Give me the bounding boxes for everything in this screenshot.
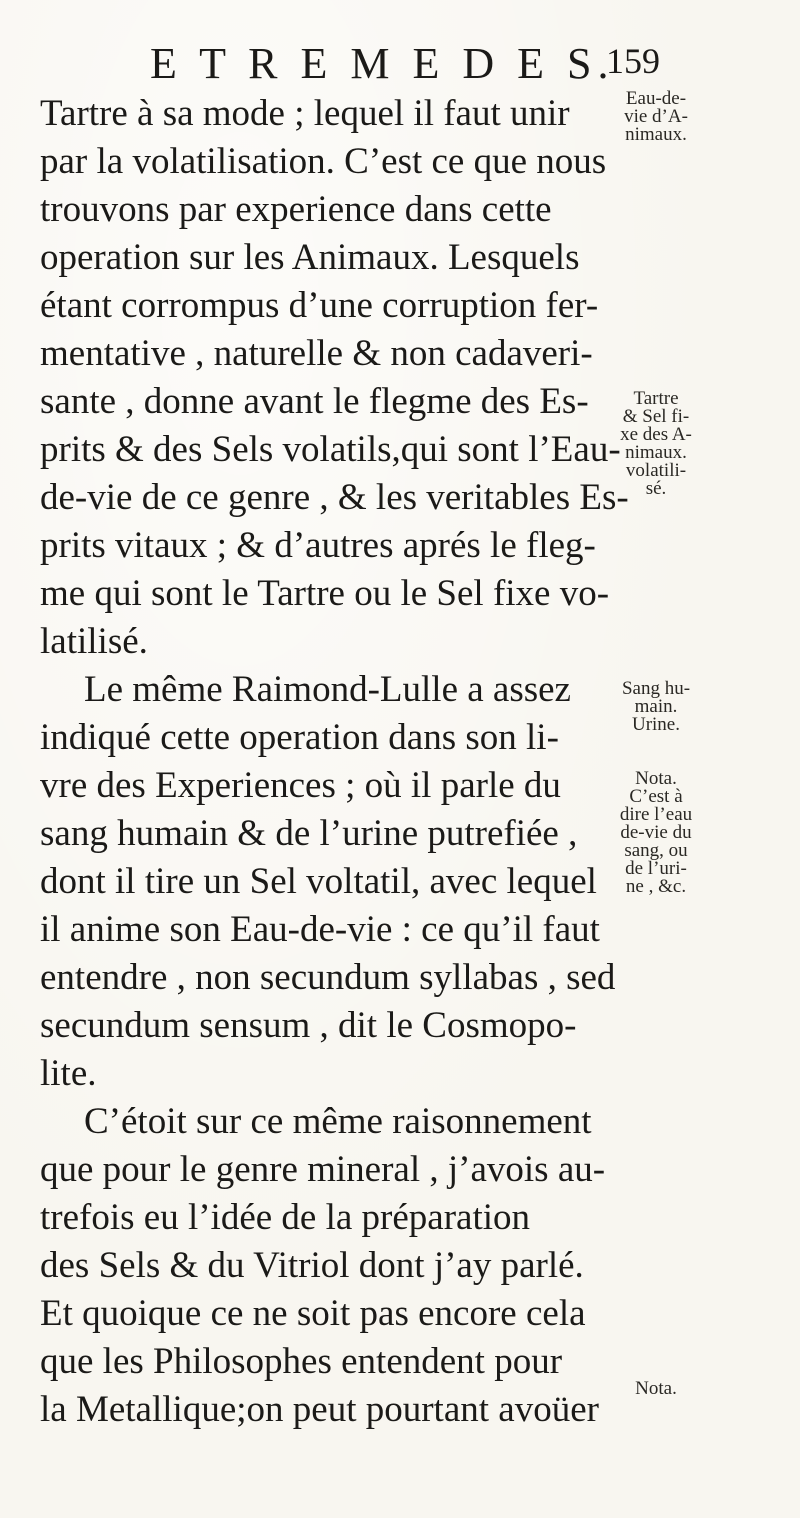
margin-note-line: dire l’eau bbox=[619, 804, 693, 825]
margin-note-line: Eau-de- bbox=[625, 88, 687, 109]
text-line: par la volatilisation. C’est ce que nous bbox=[40, 141, 607, 182]
margin-note-line: C’est à bbox=[629, 786, 683, 807]
text-line: que pour le genre mineral , j’avois au- bbox=[40, 1149, 606, 1190]
margin-note bbox=[556, 390, 756, 498]
margin-note-line: de-vie du bbox=[620, 822, 692, 843]
text-line: que les Philosophes entendent pour bbox=[40, 1341, 563, 1382]
margin-note-line: sé. bbox=[645, 478, 667, 499]
text-line: étant corrompus d’une corruption fer- bbox=[40, 285, 599, 326]
margin-note-line: ne , &c. bbox=[625, 876, 687, 897]
page-number: 159 bbox=[606, 41, 660, 81]
text-line: vre des Experiences ; où il parle du bbox=[40, 765, 561, 806]
margin-note-line: vie d’A- bbox=[624, 106, 688, 127]
paragraph-start: Le même Raimond-Lulle a assez bbox=[84, 669, 571, 710]
margin-note-line: de l’uri- bbox=[625, 858, 687, 879]
text-line: trouvons par experience dans cette bbox=[40, 189, 552, 230]
text-line: secundum sensum , dit le Cosmopo- bbox=[40, 1005, 577, 1046]
text-line: indiqué cette operation dans son li- bbox=[40, 717, 559, 758]
margin-note bbox=[556, 770, 756, 896]
text-line: lite. bbox=[40, 1053, 97, 1094]
running-head: E T R E M E D E S. bbox=[150, 39, 615, 88]
text-line: de-vie de ce genre , & les veritables Es- bbox=[40, 477, 629, 518]
text-line: dont il tire un Sel voltatil, avec lequel bbox=[40, 861, 597, 902]
text-line: prits vitaux ; & d’autres aprés le fleg- bbox=[40, 525, 596, 566]
text-line: des Sels & du Vitriol dont j’ay parlé. bbox=[40, 1245, 584, 1286]
margin-note-line: nimaux. bbox=[625, 442, 687, 463]
paragraph-start: C’étoit sur ce même raisonnement bbox=[84, 1101, 592, 1142]
text-line: entendre , non secundum syllabas , sed bbox=[40, 957, 616, 998]
text-line: la Metallique;on peut pourtant avoüer bbox=[40, 1389, 599, 1430]
margin-note-line: Tartre bbox=[633, 388, 679, 409]
margin-note-line: Urine. bbox=[631, 714, 680, 735]
text-line: Et quoique ce ne soit pas encore cela bbox=[40, 1293, 586, 1334]
text-line: latilisé. bbox=[40, 621, 148, 662]
text-line: il anime son Eau-de-vie : ce qu’il faut bbox=[40, 909, 600, 950]
text-line: trefois eu l’idée de la préparation bbox=[40, 1197, 531, 1238]
margin-note-line: xe des A- bbox=[620, 424, 692, 445]
body-text bbox=[40, 90, 629, 1434]
margin-note-line: Nota. bbox=[635, 768, 677, 789]
text-line: sante , donne avant le flegme des Es- bbox=[40, 381, 589, 422]
margin-note bbox=[556, 680, 756, 734]
margin-note-line: sang, ou bbox=[624, 840, 688, 861]
margin-note-line: main. bbox=[634, 696, 678, 717]
text-line: mentative , naturelle & non cadaveri- bbox=[40, 333, 593, 374]
margin-note bbox=[556, 1380, 756, 1398]
text-line: sang humain & de l’urine putrefiée , bbox=[40, 813, 578, 854]
text-line: me qui sont le Tartre ou le Sel fixe vo- bbox=[40, 573, 610, 614]
margin-note-line: & Sel fi- bbox=[622, 406, 690, 427]
margin-note-line: nimaux. bbox=[625, 124, 687, 145]
margin-note-line: Sang hu- bbox=[621, 678, 691, 699]
text-line: prits & des Sels volatils,qui sont l’Eau- bbox=[40, 429, 621, 470]
margin-note bbox=[556, 90, 756, 144]
margin-note-line: volatili- bbox=[625, 460, 687, 481]
text-line: Tartre à sa mode ; lequel il faut unir bbox=[40, 93, 570, 134]
margin-note-line: Nota. bbox=[635, 1378, 677, 1399]
page-header bbox=[150, 38, 670, 88]
text-line: operation sur les Animaux. Lesquels bbox=[40, 237, 580, 278]
